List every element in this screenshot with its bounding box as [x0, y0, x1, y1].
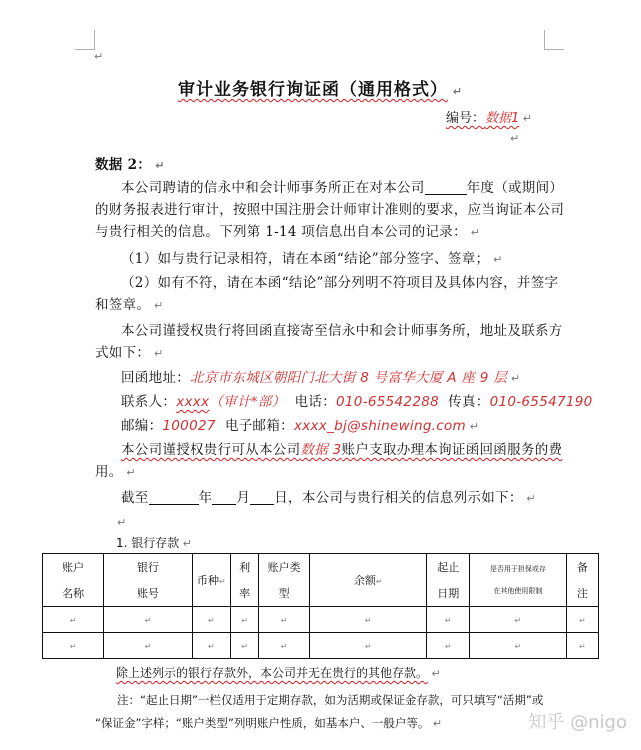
data-2-label: 数据 2： ↵: [95, 157, 165, 173]
col-interest-rate: 利 率: [231, 554, 259, 607]
col-restriction: 是否用于担保或存 在其他使用限制: [470, 554, 567, 607]
contact-line: 联系人：xxxx（审计*部） 电话：010-65542288 传真：010-65547190: [121, 394, 593, 410]
table-cell[interactable]: ↵: [259, 633, 310, 659]
title-text: 审计业务银行询证函（通用格式）: [177, 80, 448, 100]
crop-mark-top-right: [544, 30, 564, 50]
item-1: （1）如与贵行记录相符，请在本函“结论”部分签字、签章； ↵: [121, 251, 503, 267]
table-row: [43, 607, 599, 633]
col-balance: 余额↵: [310, 554, 427, 607]
table-cell[interactable]: ↵: [566, 607, 598, 633]
table-cell[interactable]: ↵: [310, 607, 427, 633]
note-footnote: 注：“起止日期”一栏仅适用于定期存款，如为活期或保证金存款，可只填写“活期”或 “保证金”字样；“账户类型”列明账户性质，如基本户、一般户等。 ↵: [95, 693, 544, 730]
table-cell[interactable]: ↵: [566, 633, 598, 659]
note-no-other-deposits: 除上述列示的银行存款外，本公司并无在贵行的其他存款。 ↵: [116, 666, 441, 680]
col-account-type: 账户类 型: [259, 554, 310, 607]
table-cell[interactable]: ↵: [104, 633, 192, 659]
paragraph-mark: ↵: [94, 50, 104, 63]
table-cell[interactable]: ↵: [259, 607, 310, 633]
table-cell[interactable]: ↵: [470, 607, 567, 633]
para-intro: 本公司聘请的信永中和会计师事务所正在对本公司 年度（或期间） 的财务报表进行审计，按照中国注册会计师审计准则的要求，应当询证本公司 与贵行相关的信息。下列第 1-14 项信息出自本公司的记录： ↵: [95, 180, 565, 240]
cutoff-month-blank: [212, 490, 236, 505]
table-cell[interactable]: ↵: [427, 633, 470, 659]
serial-number: 编号：数据1 ↵: [446, 111, 533, 126]
para-fee: 本公司谨授权贵行可从本公司数据 3账户支取办理本询证函回函服务的费 用。 ↵: [95, 442, 563, 480]
page-title: 审计业务银行询证函（通用格式） ↵: [177, 80, 464, 100]
bank-deposit-table: [42, 553, 599, 659]
table-header-row: [43, 554, 599, 607]
cutoff-year-blank: [149, 490, 199, 505]
table-cell[interactable]: ↵: [310, 633, 427, 659]
table-cell[interactable]: ↵: [192, 633, 230, 659]
col-remarks: 备 注: [566, 554, 598, 607]
col-currency: 币种↵: [192, 554, 230, 607]
table-cell[interactable]: ↵: [43, 607, 104, 633]
para-authorization: 本公司谨授权贵行将回函直接寄至信永中和会计师事务所，地址及联系方 式如下： ↵: [95, 323, 563, 361]
paragraph-mark: ↵: [510, 132, 520, 145]
table-cell[interactable]: ↵: [231, 607, 259, 633]
crop-mark-top-left: [75, 30, 95, 50]
reply-address: 回函地址：北京市东城区朝阳门北大街 8 号富华大厦 A 座 9 层 ↵: [121, 370, 521, 386]
col-start-end-date: 起止 日期: [427, 554, 470, 607]
table-cell[interactable]: ↵: [43, 633, 104, 659]
table-cell[interactable]: ↵: [192, 607, 230, 633]
paragraph-mark: ↵: [117, 516, 127, 529]
table-cell[interactable]: ↵: [427, 607, 470, 633]
table-row: [43, 633, 599, 659]
postal-line: 邮编：100027 电子邮箱：xxxx_bj@shinewing.com ↵: [121, 418, 480, 434]
year-blank: [425, 180, 467, 195]
watermark: 知乎 @nigo: [528, 712, 627, 733]
table-cell[interactable]: ↵: [104, 607, 192, 633]
item-2: （2）如有不符，请在本函“结论”部分列明不符项目及具体内容，并签字 和签章。 ↵: [95, 275, 559, 313]
cutoff-line: 截至 年 月 日，本公司与贵行相关的信息列示如下： ↵: [121, 490, 536, 506]
cutoff-day-blank: [250, 490, 274, 505]
col-account-name: 账户 名称: [43, 554, 104, 607]
col-bank-account-number: 银行 账号: [104, 554, 192, 607]
table-cell[interactable]: ↵: [470, 633, 567, 659]
section-bank-deposits: 1. 银行存款 ↵: [116, 536, 192, 550]
table-cell[interactable]: ↵: [231, 633, 259, 659]
